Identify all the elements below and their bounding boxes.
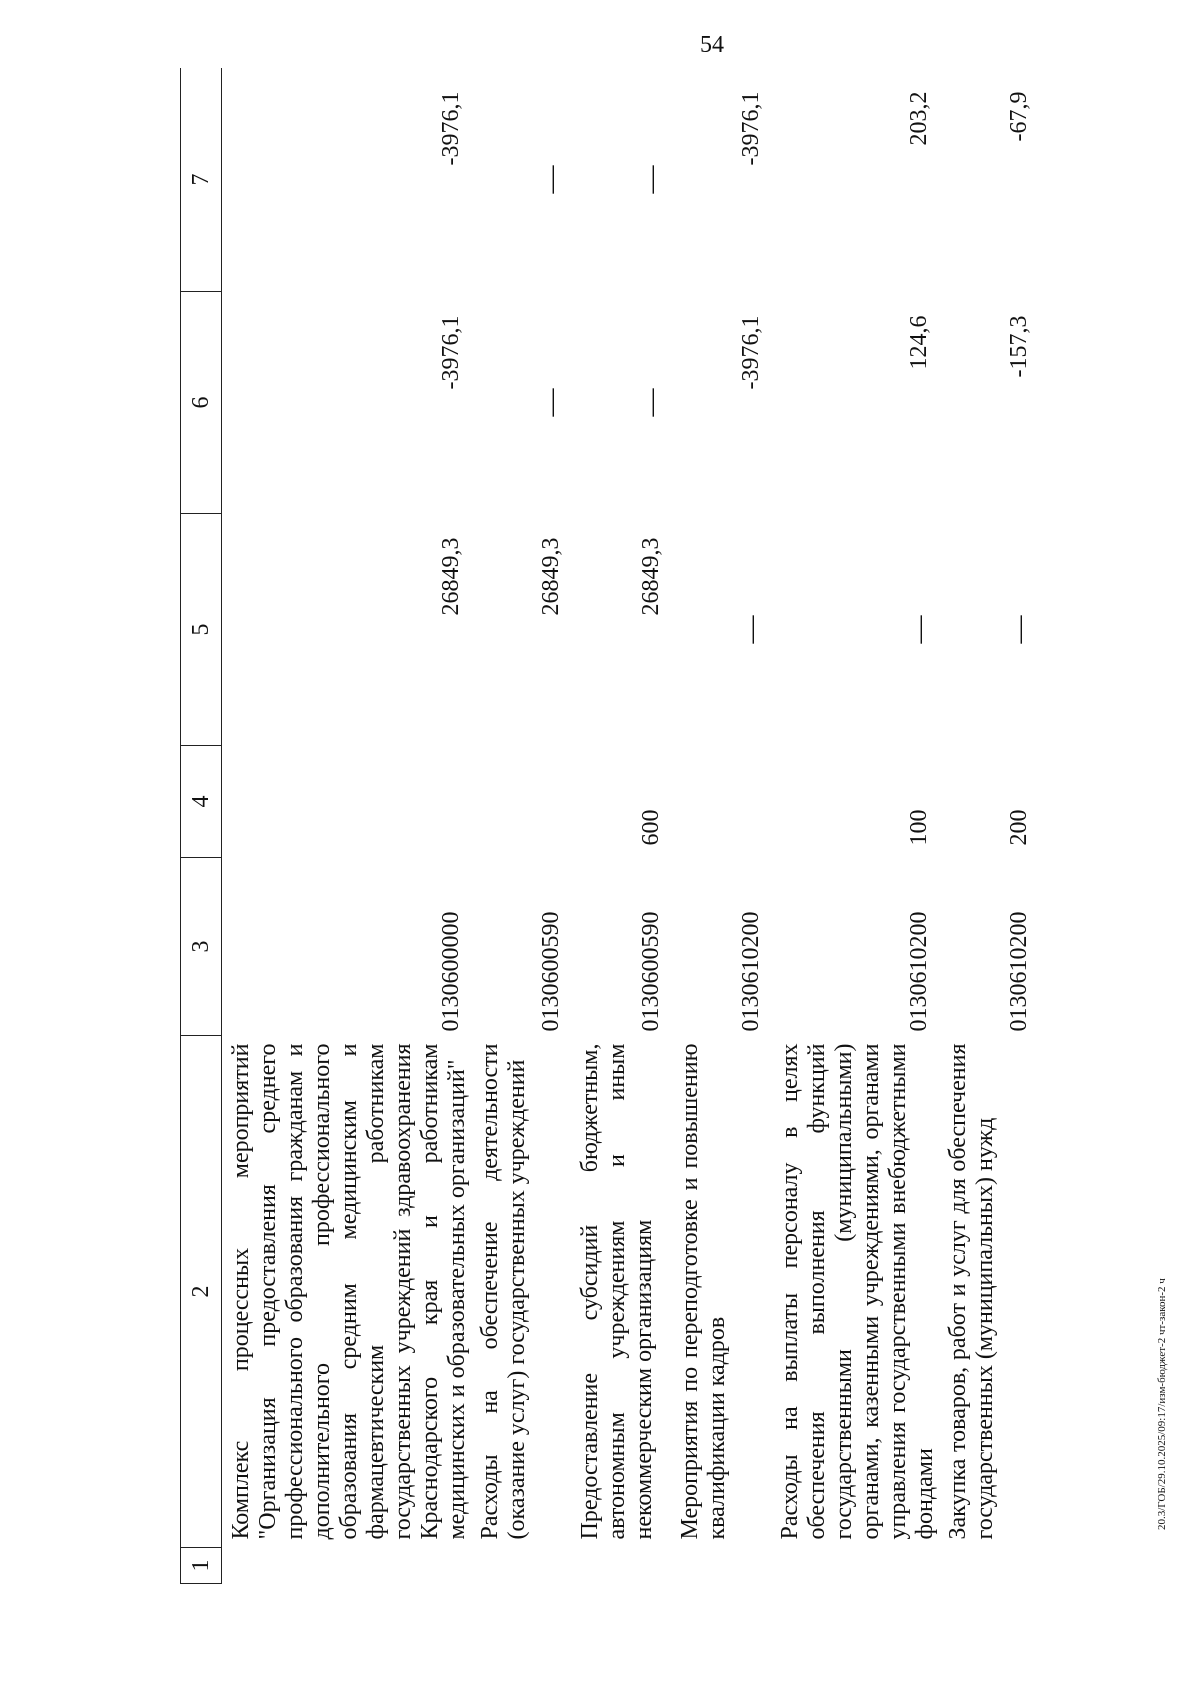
header-col-1: 1: [181, 1548, 222, 1584]
row-value-5: —: [904, 615, 935, 644]
row-code: 0130610200: [1006, 911, 1032, 1032]
row-name: Расходы на обеспечение деятельности (оказание услуг) государственных учреждений: [477, 1043, 530, 1540]
table-row: [471, 68, 571, 1584]
row-code: 0130610200: [738, 911, 764, 1032]
row-value-5: —: [1004, 615, 1035, 644]
row-value-5: —: [736, 615, 767, 644]
row-name: Мероприятия по переподготовке и повышению квалификации кадров: [677, 1043, 730, 1540]
row-name: Закупка товаров, работ и услуг для обеспечения государственных (муниципальных) нужд: [945, 1043, 998, 1540]
header-col-5: 5: [181, 514, 222, 746]
row-type: [671, 746, 771, 858]
row-code: 0130610200: [906, 911, 932, 1032]
row-value-7: -67,9: [1006, 91, 1032, 142]
row-code: 0130600590: [538, 911, 564, 1032]
row-name: Расходы на выплаты персоналу в целях обеспечения выполнения функций государственными (муниципальными) органами, казенными учреждениями, органами управления государственными внебюджетными фондами: [777, 1043, 938, 1540]
rotated-table-container: [180, 68, 1062, 1584]
row-value-6: —: [536, 388, 567, 417]
header-col-3: 3: [181, 858, 222, 1036]
row-value-7: —: [536, 165, 567, 194]
row-value-7: -3976,1: [738, 91, 764, 166]
row-value-5: 26849,3: [538, 537, 564, 616]
header-col-6: 6: [181, 292, 222, 514]
row-value-5: 26849,3: [638, 537, 664, 616]
footer-document-code: 20.3/ГОБ/29.10.2025/09:17/изм-бюджет-2 чт-закон-2 ч: [1156, 1278, 1168, 1530]
table-row: [939, 68, 1039, 1584]
budget-table: [180, 68, 1039, 1584]
header-col-4: 4: [181, 746, 222, 858]
row-type: 600: [638, 809, 664, 846]
row-type: [222, 746, 472, 858]
row-value-6: -3976,1: [438, 315, 464, 390]
row-value-7: —: [636, 165, 667, 194]
table-row: [771, 68, 939, 1584]
row-type: 100: [906, 809, 932, 846]
row-type: [471, 746, 571, 858]
row-value-6: 124,6: [906, 315, 932, 370]
row-value-7: -3976,1: [438, 91, 464, 166]
row-code: 0130600000: [438, 911, 464, 1032]
row-value-7: 203,2: [906, 91, 932, 146]
table-row: [571, 68, 671, 1584]
header-row: [181, 68, 222, 1584]
row-code: 0130600590: [638, 911, 664, 1032]
table-row: [222, 68, 472, 1584]
row-value-6: -157,3: [1006, 315, 1032, 378]
table-row: [671, 68, 771, 1584]
row-name: Комплекс процессных мероприятий "Организация предоставления среднего профессионального образования гражданам и дополнительного профессионального образования средним медицинским и фармацевтическим работникам государственных учреждений здравоохранения Краснодарского края и работникам медицинских и образовательных организаций": [228, 1043, 470, 1540]
page-number: 54: [700, 32, 724, 58]
budget-table-frame: [180, 68, 1062, 1584]
row-type: 200: [1006, 809, 1032, 846]
row-name: Предоставление субсидий бюджетным, автономным учреждениям и иным некоммерческим организациям: [577, 1043, 657, 1540]
header-col-7: 7: [181, 68, 222, 292]
row-value-6: —: [636, 388, 667, 417]
row-value-5: 26849,3: [438, 537, 464, 616]
row-value-6: -3976,1: [738, 315, 764, 390]
header-col-2: 2: [181, 1036, 222, 1548]
